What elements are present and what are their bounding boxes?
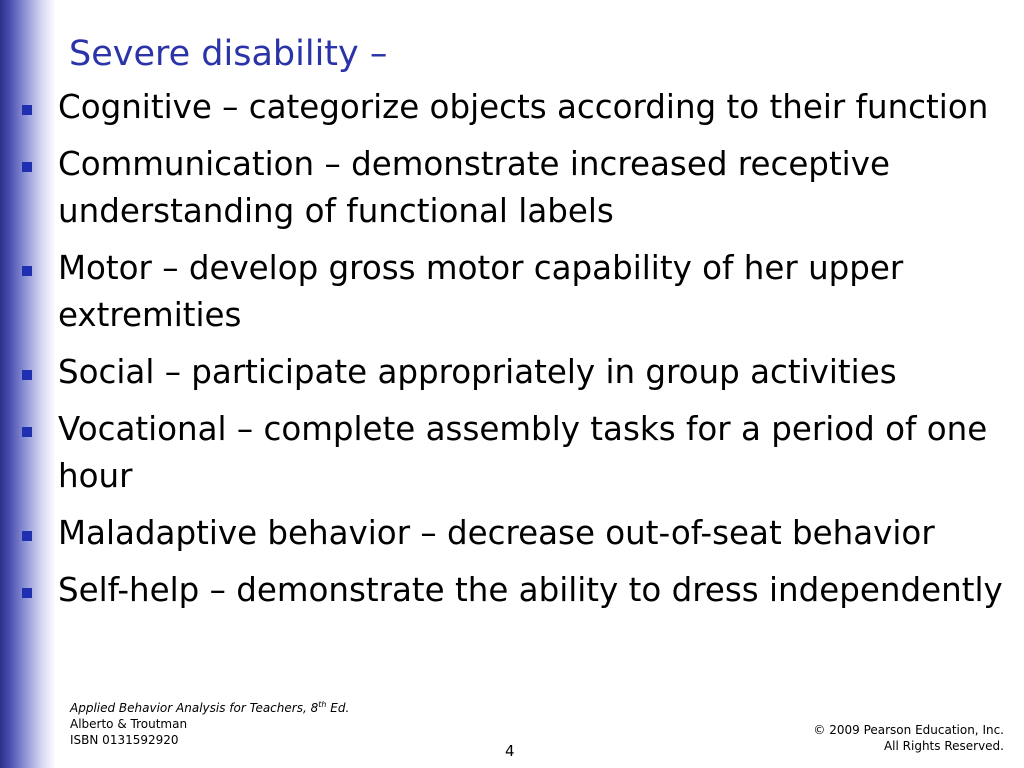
bullet-text: Vocational – complete assembly tasks for a period of one hour	[58, 410, 988, 495]
square-bullet-icon	[22, 105, 32, 115]
square-bullet-icon	[22, 162, 32, 172]
bullet-text: Motor – develop gross motor capability of her upper extremities	[58, 249, 904, 334]
edition-superscript: th	[318, 700, 327, 709]
page-number: 4	[505, 742, 515, 760]
bullet-item	[20, 567, 1020, 614]
bullet-text: Communication – demonstrate increased receptive understanding of functional labels	[58, 145, 890, 230]
copyright-notice	[813, 722, 1004, 754]
square-bullet-icon	[22, 427, 32, 437]
bullet-text: Social – participate appropriately in group activities	[58, 353, 897, 391]
bullet-list	[20, 84, 1020, 624]
square-bullet-icon	[22, 370, 32, 380]
book-title	[70, 697, 349, 716]
bullet-item	[20, 84, 1020, 131]
bullet-item	[20, 349, 1020, 396]
bullet-item	[20, 245, 1020, 339]
book-citation	[70, 697, 349, 748]
bullet-item	[20, 141, 1020, 235]
bullet-item	[20, 510, 1020, 557]
isbn: ISBN 0131592920	[70, 733, 179, 747]
square-bullet-icon	[22, 531, 32, 541]
bullet-item	[20, 406, 1020, 500]
bullet-text: Cognitive – categorize objects according to their function	[58, 88, 989, 126]
rights-line: All Rights Reserved.	[883, 739, 1004, 753]
slide-title: Severe disability –	[69, 34, 388, 74]
authors: Alberto & Troutman	[70, 717, 188, 731]
square-bullet-icon	[22, 266, 32, 276]
copyright-line: © 2009 Pearson Education, Inc.	[813, 723, 1004, 737]
bullet-text: Self-help – demonstrate the ability to dress independently	[58, 571, 1003, 609]
edition-suffix: Ed.	[326, 701, 350, 715]
book-title-text: Applied Behavior Analysis for Teachers, 8	[70, 701, 319, 715]
bullet-text: Maladaptive behavior – decrease out-of-seat behavior	[58, 514, 935, 552]
square-bullet-icon	[22, 588, 32, 598]
